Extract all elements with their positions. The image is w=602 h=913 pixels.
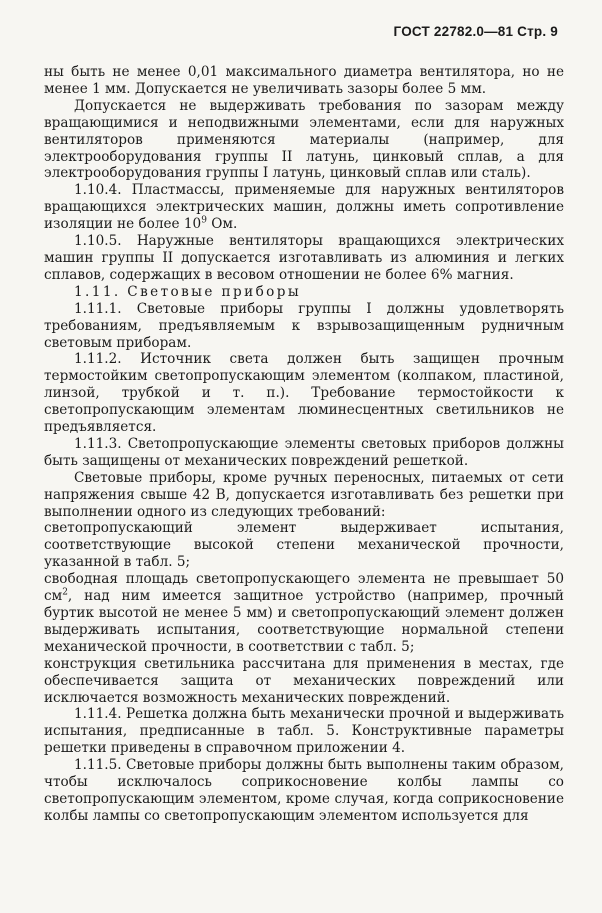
paragraph-clause-1-11-3: 1.11.3. Светопропускающие элементы световых приборов должны быть защищены от механических повреждений решеткой.: [44, 435, 564, 469]
paragraph-clause-1-11-4: 1.11.4. Решетка должна быть механически прочной и выдерживать испытания, предписанные в табл. 5. Конструктивные параметры решетки приведены в справочном приложении 4.: [44, 706, 564, 757]
page-header: [394, 24, 558, 39]
paragraph-text: свободная площадь светопропускающего элемента не превышает 50 см: [44, 571, 564, 605]
list-item: конструкция светильника рассчитана для применения в местах, где обеспечивается защита от механических повреждений или исключается возможность механических повреждений.: [44, 655, 564, 706]
paragraph-tail: Ом.: [206, 216, 238, 233]
paragraph: Допускается не выдерживать требования по зазорам между вращающимися и неподвижными элементами, если для наружных вентиляторов применяются материалы (например, для электрооборудования группы II латунь, цинковый сплав, а для электрооборудования группы I латунь, цинковый сплав или сталь).: [44, 97, 564, 182]
exponent: 9: [201, 215, 207, 226]
exponent: 2: [62, 587, 68, 598]
document-body: [44, 64, 564, 825]
page-number: Стр. 9: [517, 24, 558, 39]
paragraph-clause-1-11-1: 1.11.1. Световые приборы группы I должны удовлетворять требованиям, предъявляемым к взрывозащищенным рудничным световым приборам.: [44, 300, 564, 351]
standard-number: ГОСТ 22782.0—81: [393, 24, 514, 39]
paragraph: Световые приборы, кроме ручных переносных, питаемых от сети напряжения свыше 42 В, допускается изготавливать без решетки при выполнении одного из следующих требований:: [44, 469, 564, 520]
list-item: светопропускающий элемент выдерживает испытания, соответствующие высокой степени механической прочности, указанной в табл. 5;: [44, 520, 564, 571]
paragraph: ны быть не менее 0,01 максимального диаметра вентилятора, но не менее 1 мм. Допускается не увеличивать зазоры более 5 мм.: [44, 64, 564, 97]
paragraph-clause-1-10-4: [44, 182, 564, 233]
paragraph-clause-1-11-2: 1.11.2. Источник света должен быть защищен прочным термостойким светопропускающим элементом (колпаком, пластиной, линзой, трубкой и т. п.). Требование термостойкости к светопропускающим элементам люминесцентных светильников не предъявляется.: [44, 351, 564, 436]
section-heading: 1.11. Световые приборы: [74, 283, 302, 300]
paragraph-text: 1.10.4. Пластмассы, применяемые для наружных вентиляторов вращающихся электрических машин, должны иметь сопротивление изоляции не более 10: [44, 182, 564, 233]
paragraph-clause-1-11-5: 1.11.5. Световые приборы должны быть выполнены таким образом, чтобы исключалось соприкосновение колбы лампы со светопропускающим элементом, кроме случая, когда соприкосновение колбы лампы со светопропускающим элементом используется для: [44, 757, 564, 824]
paragraph-clause-1-10-5: 1.10.5. Наружные вентиляторы вращающихся электрических машин группы II допускается изготавливать из алюминия и легких сплавов, содержащих в весовом отношении не более 6% магния.: [44, 233, 564, 283]
list-item: [44, 571, 564, 656]
paragraph-tail: , над ним имеется защитное устройство (например, прочный буртик высотой не менее 5 мм) и светопропускающий элемент должен выдерживать испытания, соответствующие нормальной степени механической прочности, в соответствии с табл. 5;: [44, 588, 564, 655]
